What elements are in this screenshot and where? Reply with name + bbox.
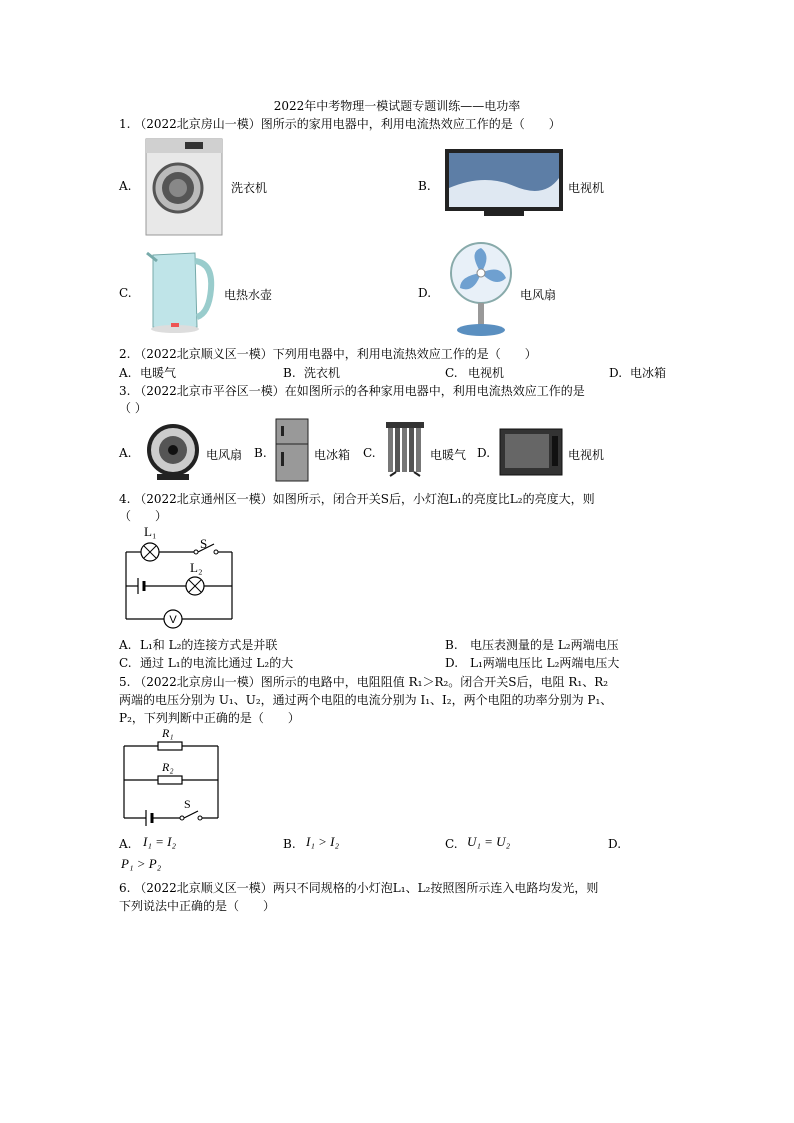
crt-tv-image	[499, 428, 563, 476]
washing-machine-image	[145, 138, 223, 236]
q5-circuit-diagram	[118, 726, 224, 826]
q6-stem-line1: 6. （2022北京顺义区一模）两只不同规格的小灯泡L₁、L₂按照图所示连入电路均发光，则	[119, 881, 599, 895]
q4-option-c-text: 通过 L₁的电流比通过 L₂的大	[140, 656, 294, 670]
q4-option-d-text: L₁两端电压比 L₂两端电压大	[470, 656, 620, 670]
resistor-r2-label: R₂	[162, 760, 174, 774]
q1-option-b-name: 电视机	[568, 181, 605, 195]
q5-option-a-text: I₁ = I₂	[143, 834, 176, 849]
resistor-r1-label: R₁	[162, 726, 174, 740]
q4-stem-line1: 4. （2022北京通州区一模）如图所示，闭合开关S后，小灯泡L₁的亮度比L₂的亮度大，则	[119, 492, 595, 506]
resistor-r1-symbol	[158, 742, 182, 750]
q2-option-d-letter: D.	[609, 366, 623, 380]
q5-stem-line2: 两端的电压分别为 U₁、U₂，通过两个电阻的电流分别为 I₁、I₂，两个电阻的功率分别为 P₁、	[119, 693, 613, 707]
q1-option-b-letter: B.	[418, 179, 431, 193]
q3-option-b-name: 电冰箱	[314, 448, 351, 462]
desk-fan-image	[143, 424, 203, 482]
electric-fan-image	[448, 242, 514, 338]
tv-image	[444, 148, 564, 220]
q3-option-c-name: 电暖气	[430, 448, 467, 462]
q5-stem-line3: P₂，下列判断中正确的是（ ）	[119, 711, 300, 725]
q3-option-d-letter: D.	[477, 446, 491, 460]
q2-option-b-letter: B.	[283, 366, 296, 380]
q5-option-c-text: U₁ = U₂	[467, 834, 511, 849]
q4-option-d-letter: D.	[445, 656, 459, 670]
q2-option-a-text: 电暖气	[140, 366, 177, 380]
q5-option-b-letter: B.	[283, 837, 296, 851]
q3-option-d-name: 电视机	[568, 448, 605, 462]
q5-stem-line1: 5. （2022北京房山一模）图所示的电路中，电阻阻值 R₁＞R₂。闭合开关S后，电阻 R₁、R₂	[119, 675, 609, 689]
lamp-l1-label: L₁	[144, 524, 157, 539]
q3-option-a-letter: A.	[119, 446, 132, 460]
q4-circuit-diagram	[118, 524, 240, 626]
q4-option-b-letter: B.	[445, 638, 458, 652]
resistor-r2-symbol	[158, 776, 182, 784]
q5-option-a-letter: A.	[119, 837, 132, 851]
switch-contact-left	[180, 816, 184, 820]
q1-option-c-name: 电热水壶	[224, 288, 273, 302]
q3-stem-line1: 3. （2022北京市平谷区一模）在如图所示的各种家用电器中，利用电流热效应工作的是	[119, 384, 585, 398]
q3-option-a-name: 电风扇	[206, 448, 243, 462]
q2-option-d-text: 电冰箱	[630, 366, 667, 380]
voltmeter-label: V	[169, 614, 177, 626]
q2-option-c-text: 电视机	[468, 366, 505, 380]
q4-option-a-text: L₁和 L₂的连接方式是并联	[140, 638, 278, 652]
q2-option-b-text: 洗衣机	[304, 366, 341, 380]
switch-label: S	[184, 797, 191, 811]
q2-option-a-letter: A.	[119, 366, 132, 380]
q6-stem-line2: 下列说法中正确的是（ ）	[119, 899, 276, 913]
page-title: 2022年中考物理一模试题专题训练——电功率	[273, 99, 521, 113]
q1-option-a-name: 洗衣机	[231, 181, 268, 195]
switch-label: S	[200, 536, 208, 551]
q4-stem-line2: （ ）	[119, 509, 168, 523]
refrigerator-image	[275, 418, 309, 482]
q5-option-c-letter: C.	[445, 837, 458, 851]
q1-stem: 1. （2022北京房山一模）图所示的家用电器中，利用电流热效应工作的是（ ）	[119, 117, 561, 131]
q1-option-a-letter: A.	[119, 179, 132, 193]
q2-stem: 2. （2022北京顺义区一模）下列用电器中，利用电流热效应工作的是（ ）	[119, 347, 537, 361]
q4-option-b-text: 电压表测量的是 L₂两端电压	[470, 638, 619, 652]
q2-option-c-letter: C.	[445, 366, 458, 380]
lamp-l1-symbol	[141, 543, 159, 561]
switch-contact-right	[214, 550, 218, 554]
q1-option-c-letter: C.	[119, 286, 132, 300]
q3-option-b-letter: B.	[254, 446, 267, 460]
q4-option-c-letter: C.	[119, 656, 132, 670]
q3-stem-line2: （ ）	[119, 401, 147, 415]
q3-option-c-letter: C.	[363, 446, 376, 460]
q5-option-d-text: P₁ > P₂	[121, 856, 162, 871]
lamp-l2-symbol	[186, 577, 204, 595]
electric-kettle-image	[145, 247, 217, 335]
battery-symbol	[138, 578, 144, 594]
lamp-l2-label: L₂	[190, 560, 203, 575]
q5-option-b-text: I₁ > I₂	[306, 834, 339, 849]
switch-contact-right	[198, 816, 202, 820]
q5-option-d-letter: D.	[608, 837, 622, 851]
electric-heater-image	[384, 420, 426, 480]
q4-option-a-letter: A.	[119, 638, 132, 652]
q1-option-d-letter: D.	[418, 286, 432, 300]
switch-contact-left	[194, 550, 198, 554]
q1-option-d-name: 电风扇	[520, 288, 557, 302]
